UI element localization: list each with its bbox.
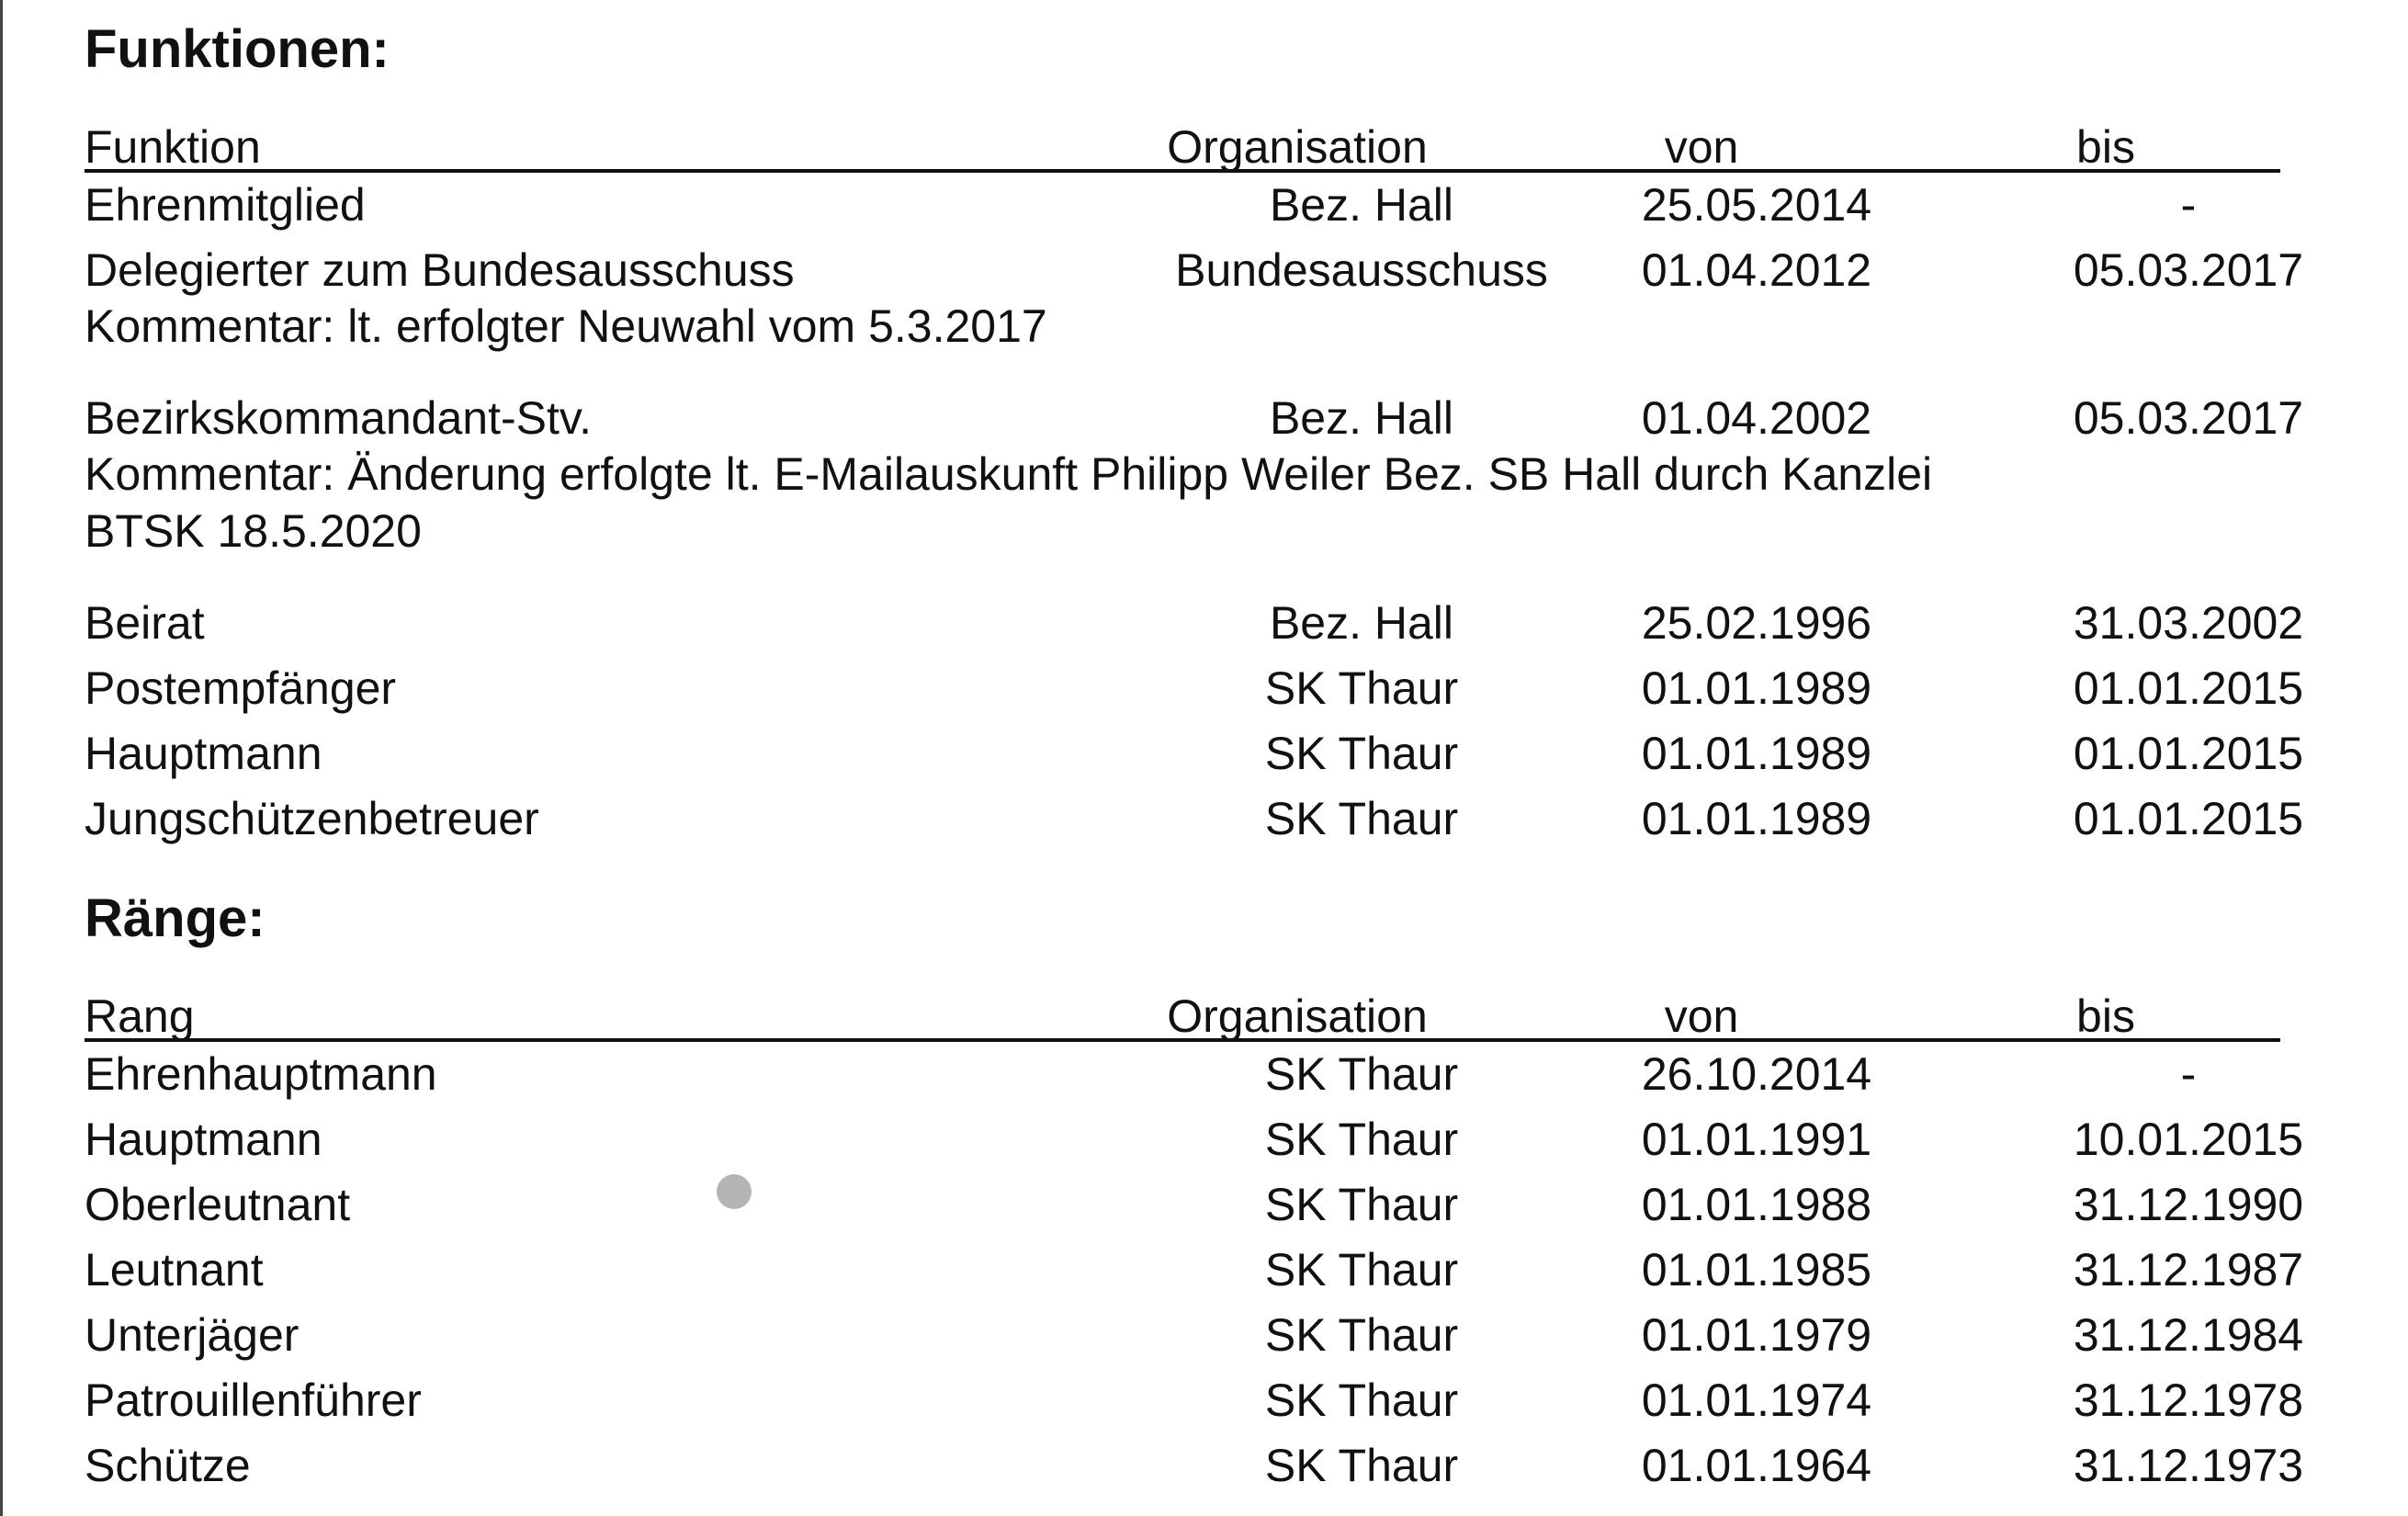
funktion-organisation: SK Thaur bbox=[1264, 793, 1459, 844]
funktionen-title: Funktionen: bbox=[85, 19, 390, 79]
rang-organisation: SK Thaur bbox=[1264, 1179, 1459, 1230]
funktion-bis: 05.03.2017 bbox=[2073, 392, 2304, 444]
funktion-von: 01.04.2002 bbox=[1641, 392, 1872, 444]
funktion-von: 01.01.1989 bbox=[1641, 728, 1872, 779]
table-row bbox=[85, 591, 2304, 656]
funktion-name: Bezirkskommandant-Stv. bbox=[85, 392, 593, 444]
funktion-name: Beirat bbox=[85, 597, 205, 649]
table-row bbox=[85, 238, 2304, 303]
rang-von: 01.01.1991 bbox=[1641, 1114, 1872, 1165]
funktion-organisation: Bez. Hall bbox=[1269, 392, 1454, 444]
funktion-bis: 05.03.2017 bbox=[2073, 244, 2304, 296]
table-row bbox=[85, 386, 2304, 451]
table-row bbox=[85, 173, 2280, 238]
raenge-title: Ränge: bbox=[85, 888, 266, 948]
header-von: von bbox=[1664, 121, 1739, 173]
rang-von: 01.01.1979 bbox=[1641, 1309, 1872, 1361]
table-row bbox=[85, 1042, 2280, 1107]
rang-organisation: SK Thaur bbox=[1264, 1048, 1459, 1100]
page-left-border bbox=[0, 0, 3, 1516]
cursor-dot bbox=[717, 1174, 752, 1209]
table-row bbox=[85, 1172, 2304, 1238]
table-row bbox=[85, 1368, 2304, 1433]
raenge-rows bbox=[85, 1042, 2304, 1499]
rang-name: Patrouillenführer bbox=[85, 1375, 422, 1426]
funktion-name: Jungschützenbetreuer bbox=[85, 793, 539, 844]
rang-von: 26.10.2014 bbox=[1641, 1048, 1872, 1100]
rang-organisation: SK Thaur bbox=[1264, 1309, 1459, 1361]
funktion-bis: 01.01.2015 bbox=[2073, 793, 2304, 844]
rang-von: 01.01.1988 bbox=[1641, 1179, 1872, 1230]
header-bis: bis bbox=[2076, 990, 2135, 1042]
funktion-bis: - bbox=[2180, 179, 2197, 231]
table-row bbox=[85, 1433, 2304, 1499]
header-von: von bbox=[1664, 990, 1739, 1042]
rang-bis: 31.12.1973 bbox=[2073, 1440, 2304, 1491]
table-row bbox=[85, 1107, 2304, 1172]
header-organisation: Organisation bbox=[1167, 121, 1428, 173]
funktionen-table-header bbox=[85, 86, 2280, 173]
funktion-von: 01.01.1989 bbox=[1641, 662, 1872, 714]
header-organisation: Organisation bbox=[1167, 990, 1428, 1042]
funktion-organisation: Bez. Hall bbox=[1269, 597, 1454, 649]
table-row bbox=[85, 656, 2304, 721]
rang-name: Schütze bbox=[85, 1440, 251, 1491]
funktionen-section bbox=[85, 13, 2304, 852]
funktion-bis: 01.01.2015 bbox=[2073, 728, 2304, 779]
rang-von: 01.01.1964 bbox=[1641, 1440, 1872, 1491]
funktion-bis: 01.01.2015 bbox=[2073, 662, 2304, 714]
funktion-bis: 31.03.2002 bbox=[2073, 597, 2304, 649]
funktion-organisation: Bundesausschuss bbox=[1175, 244, 1548, 296]
rang-organisation: SK Thaur bbox=[1264, 1440, 1459, 1491]
funktion-von: 01.04.2012 bbox=[1641, 244, 1872, 296]
rang-name: Unterjäger bbox=[85, 1309, 300, 1361]
rang-bis: 31.12.1990 bbox=[2073, 1179, 2304, 1230]
table-row bbox=[85, 721, 2304, 786]
table-row bbox=[85, 1303, 2304, 1368]
rang-von: 01.01.1974 bbox=[1641, 1375, 1872, 1426]
raenge-table-header bbox=[85, 956, 2280, 1042]
funktion-name: Delegierter zum Bundesausschuss bbox=[85, 244, 795, 296]
funktionen-rows bbox=[85, 173, 2304, 852]
funktion-von: 01.01.1989 bbox=[1641, 793, 1872, 844]
header-rang: Rang bbox=[85, 990, 195, 1042]
rang-name: Ehrenhauptmann bbox=[85, 1048, 437, 1100]
funktion-comment: Kommentar: lt. erfolgter Neuwahl vom 5.3.2017 bbox=[85, 300, 1047, 352]
header-funktion: Funktion bbox=[85, 121, 261, 173]
rang-organisation: SK Thaur bbox=[1264, 1244, 1459, 1295]
funktion-organisation: SK Thaur bbox=[1264, 728, 1459, 779]
rang-name: Oberleutnant bbox=[85, 1179, 351, 1230]
rang-bis: 31.12.1978 bbox=[2073, 1375, 2304, 1426]
funktion-von: 25.05.2014 bbox=[1641, 179, 1872, 231]
rang-organisation: SK Thaur bbox=[1264, 1114, 1459, 1165]
rang-bis: 31.12.1987 bbox=[2073, 1244, 2304, 1295]
raenge-section bbox=[85, 882, 2304, 1499]
rang-von: 01.01.1985 bbox=[1641, 1244, 1872, 1295]
funktion-comment: Kommentar: Änderung erfolgte lt. E-Mailauskunft Philipp Weiler Bez. SB Hall durch Kanzlei BTSK 18.5.2020 bbox=[85, 448, 1933, 557]
funktion-name: Ehrenmitglied bbox=[85, 179, 366, 231]
rang-organisation: SK Thaur bbox=[1264, 1375, 1459, 1426]
rang-bis: 31.12.1984 bbox=[2073, 1309, 2304, 1361]
table-row bbox=[85, 786, 2304, 852]
funktion-von: 25.02.1996 bbox=[1641, 597, 1872, 649]
funktion-name: Hauptmann bbox=[85, 728, 322, 779]
rang-bis: - bbox=[2180, 1048, 2197, 1100]
header-bis: bis bbox=[2076, 121, 2135, 173]
rang-name: Leutnant bbox=[85, 1244, 264, 1295]
funktion-organisation: Bez. Hall bbox=[1269, 179, 1454, 231]
funktion-name: Postempfänger bbox=[85, 662, 397, 714]
rang-name: Hauptmann bbox=[85, 1114, 322, 1165]
rang-bis: 10.01.2015 bbox=[2073, 1114, 2304, 1165]
table-row bbox=[85, 1238, 2304, 1303]
funktion-organisation: SK Thaur bbox=[1264, 662, 1459, 714]
